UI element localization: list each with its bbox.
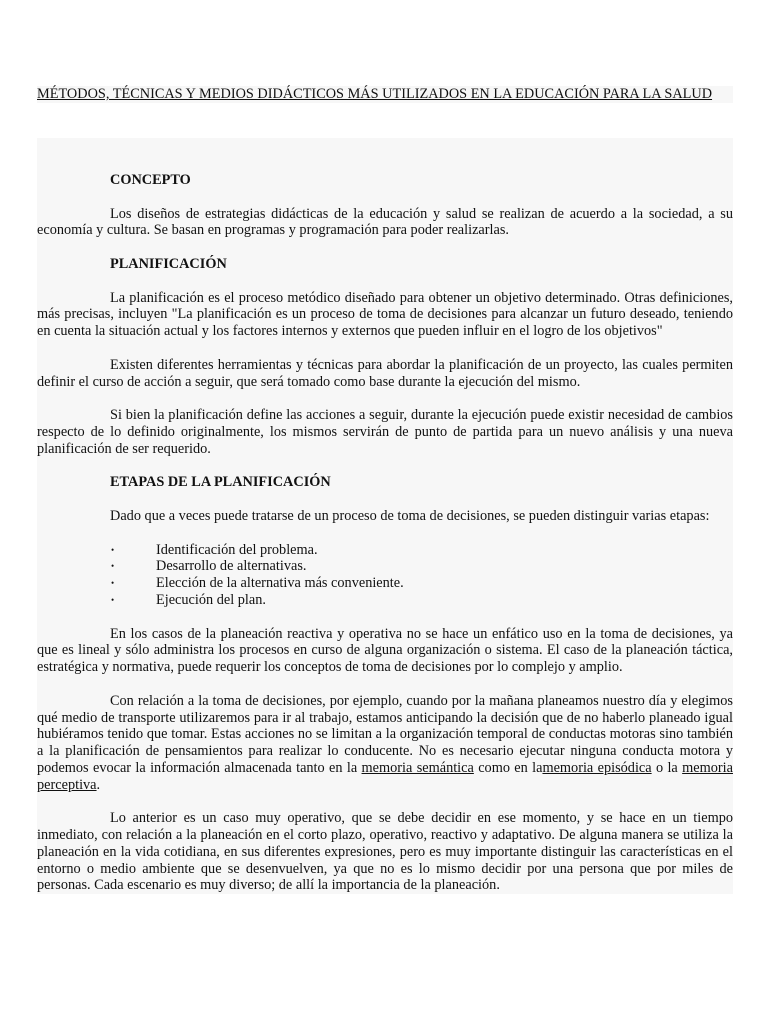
paragraph-etapas-3: Lo anterior es un caso muy operativo, que se debe decidir en ese momento, y se hace en un tiempo inmediato, con relación a la planeación en el corto plazo, operativo, reactivo y adaptativo. De alguna manera se utiliza la planeación en la vida cotidiana, en sus diferentes expresiones, pero es muy importante distinguir las características en el entorno o medio ambiente que se desenvuelven, ya que no es lo mismo decidir por una persona que por miles de personas. Cada escenario es muy diverso; de allí la importancia de la planeación. [37,810,733,894]
link-memoria-semantica[interactable]: memoria semántica [361,759,474,776]
list-item-text: Desarrollo de alternativas. [156,558,307,575]
list-item-text: Ejecución del plan. [156,591,266,608]
list-item [37,542,733,559]
list-item [37,575,733,592]
heading-planificacion: PLANIFICACIÓN [110,255,227,272]
paragraph-planificacion-2: Existen diferentes herramientas y técnicas para abordar la planificación de un proyecto, las cuales permiten definir el curso de acción a seguir, que será tomado como base durante la ejecución del mismo. [37,356,733,390]
list-item-text: Identificación del problema. [156,541,318,558]
spacer [37,491,733,508]
bullet-icon: • [111,578,115,589]
spacer [37,189,733,206]
paragraph-planificacion-1: La planificación es el proceso metódico diseñado para obtener un objetivo determinado. Otras definiciones, más precisas, incluyen "La planificación es un proceso de toma de decisiones para alcanzar un futuro deseado, teniendo en cuenta la situación actual y los factores internos y externos que pueden influir en el logro de los objetivos" [37,289,733,340]
spacer [37,793,733,810]
document-title: MÉTODOS, TÉCNICAS Y MEDIOS DIDÁCTICOS MÁS UTILIZADOS EN LA EDUCACIÓN PARA LA SALUD [37,86,733,103]
spacer [37,273,733,290]
list-item [37,558,733,575]
paragraph-text: como en la [473,759,543,776]
document-body [37,138,733,894]
paragraph-etapas-intro: Dado que a veces puede tratarse de un proceso de toma de decisiones, se pueden distinguir varias etapas: [110,507,710,524]
paragraph-text: o la [651,759,683,776]
bullet-icon: • [111,561,115,572]
paragraph-etapas-1: En los casos de la planeación reactiva y operativa no se hace un enfático uso en la toma de decisiones, ya que es lineal y sólo administra los procesos en curso de alguna organización o sistema. El caso de la planeación táctica, estratégica y normativa, puede requerir los conceptos de toma de decisiones por lo complejo y amplio. [37,625,733,676]
spacer [37,239,733,256]
spacer [37,340,733,357]
heading-etapas: ETAPAS DE LA PLANIFICACIÓN [110,474,331,491]
paragraph-text: Con relación a la toma de decisiones, por ejemplo, cuando por la mañana planeamos nuestro día y elegimos qué medio de transporte utilizaremos para ir al trabajo, estamos anticipando la decisión que de no haberlo planeado igual hubiéramos tenido que tomar. Estas acciones no se limitan a la organización temporal de conductas motoras sino también a la planificación de pensamientos para realizar lo conducente. No es necesario ejecutar ninguna conducta motora y podemos evocar la información almacenada tanto en la [37,692,733,776]
spacer [37,676,733,693]
heading-concepto: CONCEPTO [110,172,191,188]
paragraph-etapas-2 [37,693,733,794]
paragraph-planificacion-3: Si bien la planificación define las acciones a seguir, durante la ejecución puede existir necesidad de cambios respecto de lo definido originalmente, los mismos servirán de punto de partida para un nuevo análisis y una nueva planificación de ser requerido. [37,407,733,457]
list-item [37,592,733,609]
bullet-icon: • [111,544,115,555]
spacer [37,525,733,542]
spacer [37,138,733,172]
list-item-text: Elección de la alternativa más conveniente. [156,575,404,592]
paragraph-text: . [96,776,101,793]
link-memoria-perceptiva[interactable]: memoria perceptiva [37,759,733,793]
etapas-list [37,542,733,609]
link-memoria-episodica[interactable]: memoria episódica [542,759,652,776]
bullet-icon: • [111,594,115,605]
spacer [37,609,733,626]
spacer [37,458,733,475]
paragraph-concepto: Los diseños de estrategias didácticas de la educación y salud se realizan de acuerdo a la sociedad, a su economía y cultura. Se basan en programas y programación para poder realizarlas. [37,205,733,239]
spacer [37,390,733,407]
